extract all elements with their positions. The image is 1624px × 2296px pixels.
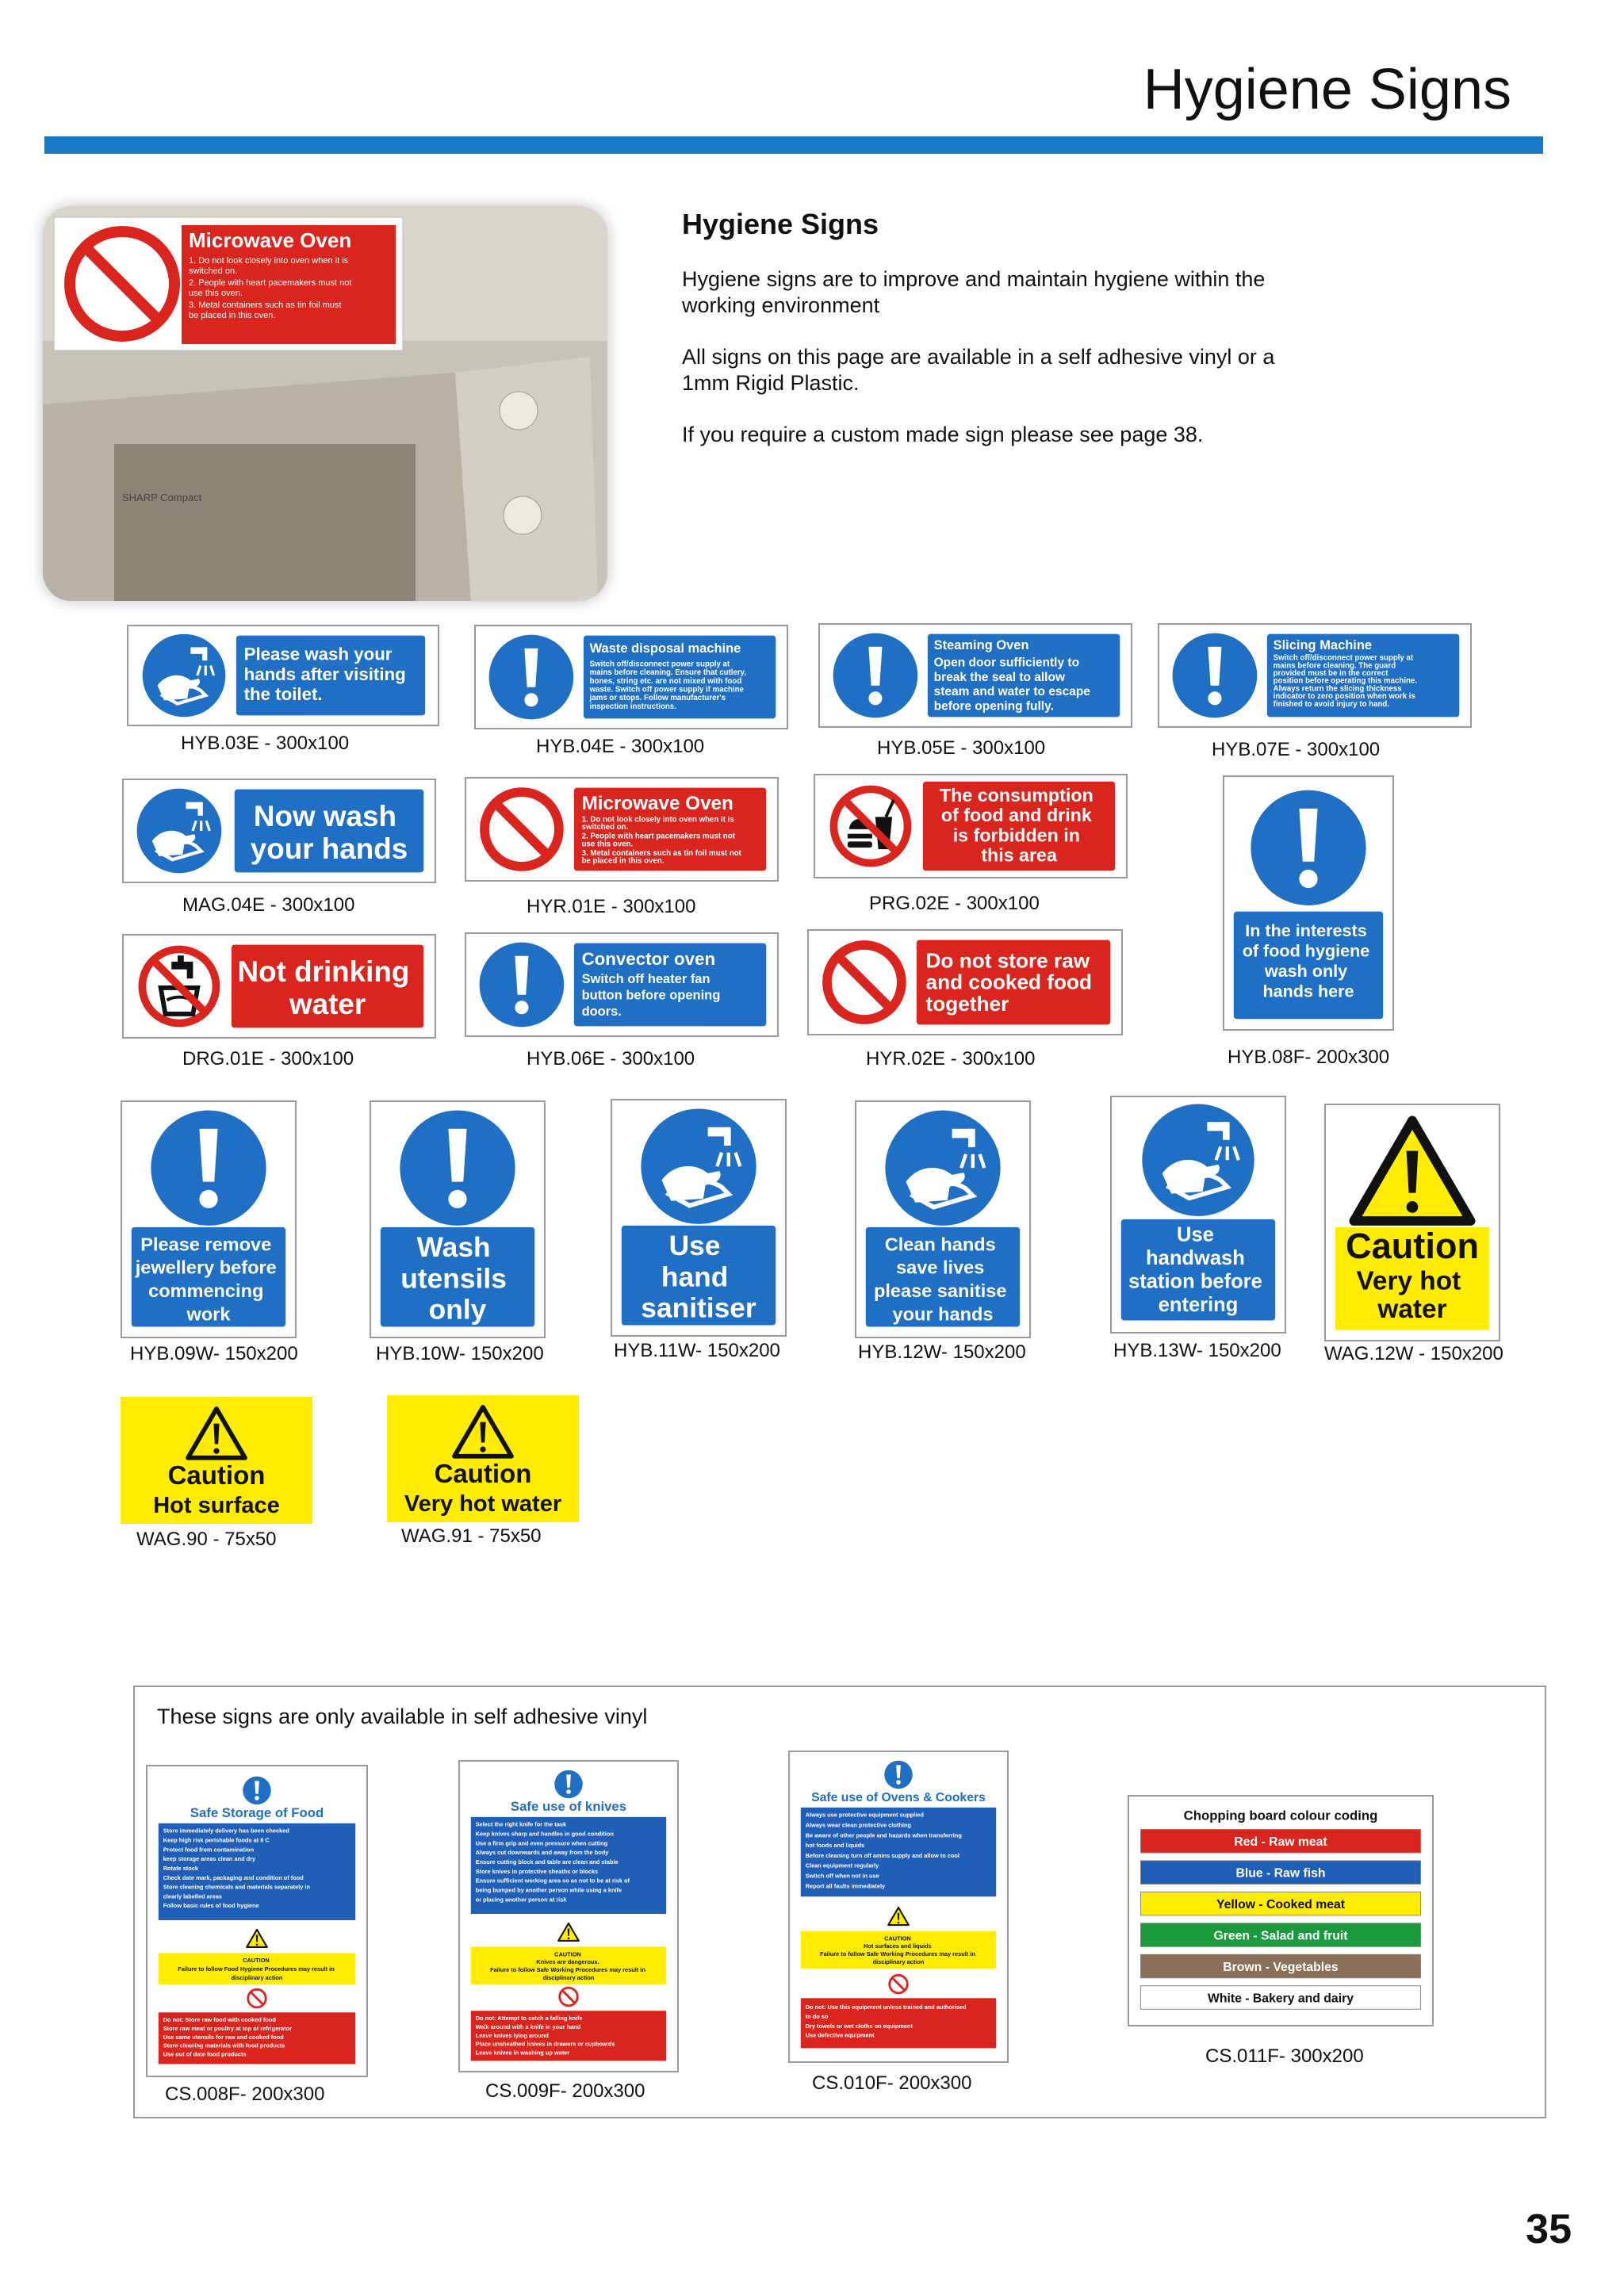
sign-hyb13w: [1110, 1096, 1286, 1334]
code-mag04e: MAG.04E - 300x100: [182, 894, 355, 916]
code-hyb09w: HYB.09W- 150x200: [130, 1343, 298, 1364]
exclamation-icon: [1173, 633, 1258, 718]
intro-paragraph-1: Hygiene signs are to improve and maintain hygiene within the working environment: [682, 267, 1266, 317]
exclamation-icon: [400, 1111, 515, 1226]
sign-hyb04e: [474, 625, 788, 729]
svg-text:Do not: Use this equipment unl: Do not: Use this equipment unless trained and authorised to do so Dry towels or wet cloths on equipment Use defective equipment: [805, 2003, 967, 2039]
code-cs010f: CS.010F- 200x300: [812, 2072, 972, 2094]
not-drinking-water-icon: [142, 949, 216, 1023]
prohibition-icon: [890, 1975, 908, 1993]
svg-text:1. Do not look closely into ov: 1. Do not look closely into oven when it is switched on. 2. People with heart pacemakers must not use this oven. 3. Metal containers such as tin foil must not be placed in this oven.: [581, 815, 741, 866]
svg-text:Please remove jewellery: Please remove jewellery before commencing work: [135, 1234, 277, 1325]
code-wag90: WAG.90 - 75x50: [136, 1529, 277, 1550]
prohibition-icon: [248, 1989, 266, 2007]
sign-wag91: [387, 1395, 579, 1522]
sign-hyb12w: [855, 1100, 1031, 1338]
sign-prg02e: [814, 774, 1128, 878]
microwave-brand: SHARP Compact: [122, 492, 202, 503]
svg-text:Select the right knife for the: Select the right knife for the task Keep knives sharp and handles in good condition Use a firm grip and even pressure when cutting Always cut downwards and away from the body Ensure cutting block and table are clean and stable Store knives in protective sheaths or blocks Ensure sufficient working area so as not to be at risk of being bumped by another person while using a knife or placing another person at risk: [475, 1820, 630, 1904]
svg-text:In the interests of food: In the interests of food hygiene wash only hands here: [1242, 920, 1370, 1001]
code-wag12w: WAG.12W - 150x200: [1324, 1343, 1503, 1364]
warning-icon: [558, 1923, 579, 1941]
code-cs011f: CS.011F- 300x200: [1205, 2045, 1364, 2067]
svg-text:Very hot water: Very hot water: [1356, 1266, 1461, 1324]
exclamation-icon: [1251, 790, 1365, 905]
code-hyb11w: HYB.11W- 150x200: [614, 1340, 780, 1361]
code-hyb05e: HYB.05E - 300x100: [877, 737, 1046, 759]
sign-cs010f: [788, 1751, 1009, 2063]
svg-text:Very hot water: Very hot water: [404, 1491, 562, 1517]
svg-text:Switch off/disconnect power su: Switch off/disconnect power supply at mains before cleaning. The guard provided must be in the correct position before operating this machine. Always return the slicing thickness indicator to zero position when work is finished to avoid injury to hand.: [1273, 653, 1418, 709]
prohibition-icon: [827, 945, 902, 1020]
code-hyb04e: HYB.04E - 300x100: [536, 736, 705, 757]
svg-text:Clean hands save lives: Clean hands save lives please sanitise your hands: [873, 1234, 1007, 1325]
exclamation-icon: [884, 1761, 912, 1789]
sign-wag12w: [1324, 1104, 1500, 1341]
chopping-board-row-label: White - Bakery and dairy: [1208, 1992, 1354, 2006]
svg-text:Chopping board colour coding: Chopping board colour coding: [1183, 1808, 1378, 1823]
code-hyb13w: HYB.13W- 150x200: [1113, 1340, 1281, 1361]
warning-icon: [888, 1908, 909, 1925]
exclamation-icon: [489, 635, 574, 720]
intro-paragraph-3: If you require a custom made sign please see page 38.: [682, 423, 1204, 446]
svg-text:Slicing Machine: Slicing Machine: [1273, 638, 1373, 653]
svg-text:Safe use of knives: Safe use of knives: [510, 1798, 627, 1814]
sign-hyb05e: [818, 623, 1132, 728]
sign-hyb09w: [121, 1100, 297, 1338]
chopping-board-row-label: Brown - Vegetables: [1223, 1960, 1339, 1974]
hand-washing-icon: [137, 789, 222, 874]
code-hyr02e: HYR.02E - 300x100: [866, 1048, 1036, 1070]
svg-text:Now wash your hands: Now wash your hands: [250, 800, 408, 865]
sign-cs011f: [1128, 1795, 1434, 2026]
svg-text:Wash utensils only: Wash utensils only: [400, 1232, 507, 1326]
svg-text:Caution: Caution: [167, 1460, 266, 1490]
sign-hyb11w: [611, 1099, 787, 1337]
code-cs008f: CS.008F- 200x300: [165, 2084, 325, 2105]
svg-text:Caution: Caution: [434, 1459, 532, 1488]
svg-text:Do not store raw and coo: Do not store raw and cooked food together: [925, 948, 1093, 1016]
svg-text:Open door sufficiently to: Open door sufficiently to break the seal to allow steam and water to escape before opening fully.: [933, 656, 1090, 714]
sign-hyr02e: [807, 929, 1123, 1035]
microwave-photo: [43, 206, 607, 601]
code-hyb08f: HYB.08F- 200x300: [1228, 1047, 1390, 1068]
sign-hyb07e: [1158, 623, 1472, 728]
sign-hyb06e: [465, 932, 779, 1037]
svg-text:CAUTION Hot surfaces and: CAUTION Hot surfaces and liquids Failure to follow Safe Working Procedures may result in disciplinary action: [820, 1934, 975, 1965]
svg-text:Waste disposal machine: Waste disposal machine: [589, 641, 741, 656]
svg-text:Not drinking water: Not drinking water: [237, 955, 410, 1020]
svg-text:Safe use of Ovens & Cookers: Safe use of Ovens & Cookers: [811, 1790, 986, 1804]
svg-text:Do not: Attempt to catch a fal: Do not: Attempt to catch a falling knife Walk around with a knife in your hand Leave knives lying around Place unsheathed knives in drawers or cupboards Leave knives in washing up water: [475, 2015, 615, 2057]
svg-text:Use hand sanitiser: Use hand sanitiser: [641, 1230, 756, 1324]
hand-washing-icon: [143, 634, 226, 718]
sign-cs008f: [146, 1765, 368, 2077]
svg-text:Switch off heater fan bu: Switch off heater fan button before opening doors.: [581, 972, 721, 1019]
no-food-drink-icon: [833, 789, 907, 863]
sign-hyr01e: [465, 777, 779, 882]
code-hyb06e: HYB.06E - 300x100: [527, 1048, 695, 1070]
code-wag91: WAG.91 - 75x50: [401, 1525, 542, 1547]
hand-washing-icon: [641, 1109, 756, 1224]
sign-hyb10w: [370, 1100, 546, 1338]
svg-text:The consumption of food: The consumption of food and drink is forbidden in this area: [939, 784, 1094, 866]
code-hyb07e: HYB.07E - 300x100: [1212, 739, 1381, 760]
svg-text:1. Do not look closely into ov: 1. Do not look closely into oven when it is switched on. 2. People with heart pacemakers must not use this oven. 3. Metal containers such as tin foil must be placed in this oven.: [189, 256, 352, 320]
sign-drg01e: [122, 934, 436, 1039]
chopping-board-row-label: Red - Raw meat: [1234, 1835, 1327, 1850]
exclamation-icon: [243, 1777, 270, 1804]
svg-text:Caution: Caution: [1345, 1226, 1480, 1267]
vinyl-only-note: These signs are only available in self adhesive vinyl: [157, 1705, 648, 1728]
svg-text:CAUTION Knives are dange: CAUTION Knives are dangerous. Failure to follow Safe Working Procedures may result in disciplinary action: [490, 1950, 645, 1981]
svg-text:Always use protective equipmen: Always use protective equipment supplied Always wear clean protective clothing Be aware of other people and hazards when transferring hot foods and liquids Before cleaning turn off amins supply and allow to cool Clean equipment regularly Switch off when not in use Report all faults immediately: [805, 1811, 962, 1890]
svg-text:Microwave Oven: Microwave Oven: [581, 792, 733, 814]
sign-hyb03e: [127, 625, 439, 726]
page-number: 35: [1526, 2206, 1572, 2252]
page-title: Hygiene Signs: [1143, 58, 1511, 121]
svg-text:Convector oven: Convector oven: [581, 948, 716, 969]
code-hyb12w: HYB.12W- 150x200: [858, 1341, 1026, 1363]
code-hyb10w: HYB.10W- 150x200: [376, 1343, 544, 1364]
intro-paragraph-2: All signs on this page are available in a self adhesive vinyl or a 1mm Rigid Plastic.: [682, 345, 1275, 395]
prohibition-icon: [560, 1988, 578, 2006]
code-drg01e: DRG.01E - 300x100: [182, 1048, 354, 1070]
hand-washing-icon: [885, 1111, 1000, 1226]
code-hyr01e: HYR.01E - 300x100: [527, 896, 696, 917]
svg-text:Switch off/disconnect power su: Switch off/disconnect power supply at mains before cleaning. Ensure that cutlery, bones, string etc. are not mixed with food waste. Switch off power supply if machine jams or stops. Follow manufacturer's inspection instructions.: [589, 660, 747, 711]
prohibition-icon: [485, 792, 559, 867]
sign-cs009f: [458, 1760, 679, 2072]
exclamation-icon: [833, 633, 918, 718]
exclamation-icon: [480, 943, 565, 1027]
sign-hyb08f: [1223, 775, 1394, 1031]
svg-text:Steaming Oven: Steaming Oven: [933, 638, 1029, 653]
svg-text:Hot surface: Hot surface: [153, 1493, 280, 1518]
exclamation-icon: [151, 1111, 266, 1226]
code-hyb03e: HYB.03E - 300x100: [181, 733, 350, 754]
svg-text:Safe Storage of Food: Safe Storage of Food: [190, 1804, 324, 1820]
code-prg02e: PRG.02E - 300x100: [869, 893, 1040, 914]
sign-mag04e: [122, 779, 436, 883]
chopping-board-row-label: Yellow - Cooked meat: [1216, 1898, 1346, 1912]
sign-wag90: [121, 1397, 312, 1524]
photo-sign-title: Microwave Oven: [189, 228, 352, 252]
chopping-board-row-label: Green - Salad and fruit: [1213, 1929, 1348, 1943]
intro-heading: Hygiene Signs: [682, 208, 879, 240]
warning-icon: [247, 1930, 267, 1947]
exclamation-icon: [554, 1770, 582, 1798]
hand-washing-icon: [1142, 1104, 1254, 1216]
svg-text:Please wash your hands a: Please wash your hands after visiting the toilet.: [243, 644, 406, 704]
svg-text:CAUTION Failure to follo: CAUTION Failure to follow Food Hygiene Procedures may result in disciplinary action: [178, 1957, 335, 1981]
code-cs009f: CS.009F- 200x300: [485, 2080, 645, 2102]
svg-text:Use handwash stati: Use handwash station before entering: [1128, 1223, 1262, 1316]
title-rule: [44, 136, 1543, 154]
svg-text:Do not: Store raw food with co: Do not: Store raw food with cooked food Store raw meat or poultry at top of refrigerator Use same utensils for raw and cooked food Store cleaning materials with food products Use out of date food products: [163, 2016, 292, 2058]
chopping-board-row-label: Blue - Raw fish: [1235, 1866, 1326, 1881]
svg-text:Store immediately delivery has: Store immediately delivery has been checked Keep high risk perishable foods at 8 C Protect food from contamination keep storage areas clean and dry Rotate stock Check date mark, packaging and condition of food Store cleaning chemicals and materials separately in clearly labelled areas Follow basic rules of food hygiene: [163, 1827, 310, 1910]
warning-icon: [1354, 1120, 1470, 1221]
